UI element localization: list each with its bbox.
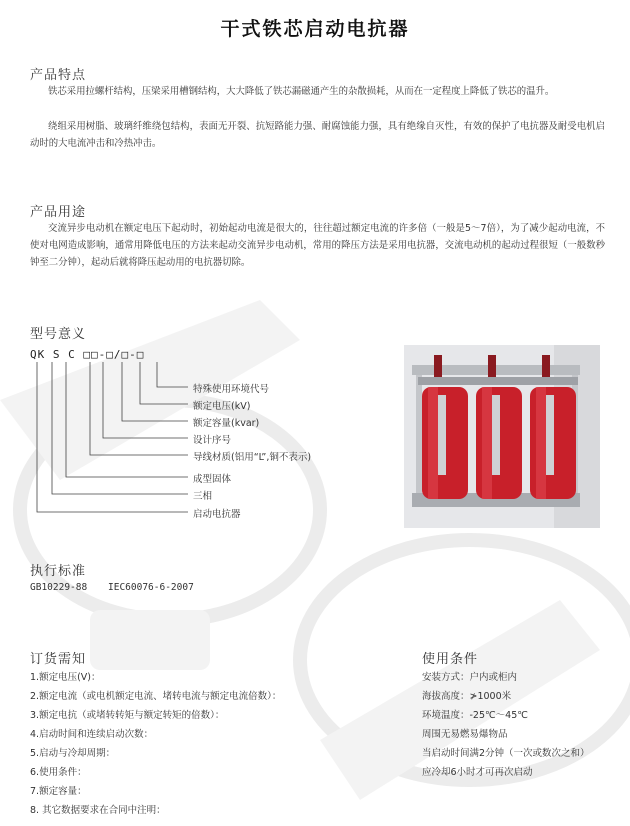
- legend-item: 额定电压(kV): [193, 401, 251, 412]
- standard-item: GB10229-88: [30, 582, 88, 593]
- legend-item: 特殊使用环境代号: [193, 384, 270, 395]
- ordering-item: 2.额定电流（或电机额定电流、堵转电流与额定电流倍数）：: [30, 691, 282, 702]
- ordering-item: 5.启动与冷却周期：: [30, 748, 116, 759]
- condition-item: 当启动时间满2分钟（一次或数次之和）: [422, 748, 590, 759]
- features-heading: 产品特点: [30, 68, 87, 83]
- legend-item: 启动电抗器: [193, 509, 241, 520]
- legend-item: 设计序号: [193, 435, 232, 446]
- model-heading: 型号意义: [30, 327, 87, 342]
- condition-item: 应冷却6小时才可再次启动: [422, 767, 533, 778]
- legend-item: 额定容量(kvar): [193, 418, 260, 429]
- ordering-item: 1.额定电压(V)：: [30, 672, 101, 683]
- usage-paragraph: 交流异步电动机在额定电压下起动时，初始起动电流是很大的，往往超过额定电流的许多倍（一般是5～7倍），为了减少起动电流，不使对电网造成影响，通常用降低电压的方法来起动交流异步电动机，常用的降压方法是采用电抗器，交流电动机的起动过程很短（一般数秒钟至二分钟），起动后就将降压起动用的电抗器切除。: [30, 223, 605, 268]
- model-code: QK S C □□-□/□-□: [30, 348, 145, 361]
- ordering-heading: 订货需知: [30, 652, 87, 667]
- legend-item: 成型固体: [193, 474, 232, 485]
- standards-heading: 执行标准: [30, 564, 87, 579]
- ordering-item: 7.额定容量：: [30, 786, 87, 797]
- legend-item: 导线材质(铝用“L”,铜不表示): [193, 452, 312, 463]
- condition-item: 安装方式：户内或柜内: [422, 672, 518, 683]
- features-paragraph-2: 绕组采用树脂、玻璃纤维绕包结构，表面无开裂、抗短路能力强、耐腐蚀能力强，具有绝缘自灭性，有效的保护了电抗器及耐受电机启动时的大电流冲击和冷热冲击。: [30, 121, 605, 149]
- legend-item: 三相: [193, 491, 213, 502]
- ordering-item: 4.启动时间和连续启动次数：: [30, 729, 154, 740]
- reactor-photo: [404, 345, 600, 528]
- standard-item: IEC60076-6-2007: [108, 582, 194, 593]
- usage-heading: 产品用途: [30, 205, 87, 220]
- ordering-item: 3.额定电抗（或堵转转矩与额定转矩的倍数）：: [30, 710, 225, 721]
- ordering-item: 6.使用条件：: [30, 767, 87, 778]
- condition-item: 海拔高度：≯1000米: [422, 691, 512, 702]
- ordering-item: 8. 其它数据要求在合同中注明：: [30, 805, 166, 816]
- condition-item: 周围无易燃易爆物品: [422, 729, 508, 740]
- condition-item: 环境温度：-25℃～45℃: [422, 710, 528, 721]
- conditions-heading: 使用条件: [422, 652, 479, 667]
- features-paragraph-1: 铁芯采用拉螺杆结构，压梁采用槽钢结构，大大降低了铁芯漏磁通产生的杂散损耗，从而在一定程度上降低了铁芯的温升。: [48, 86, 555, 97]
- page-title: 干式铁芯启动电抗器: [220, 18, 410, 40]
